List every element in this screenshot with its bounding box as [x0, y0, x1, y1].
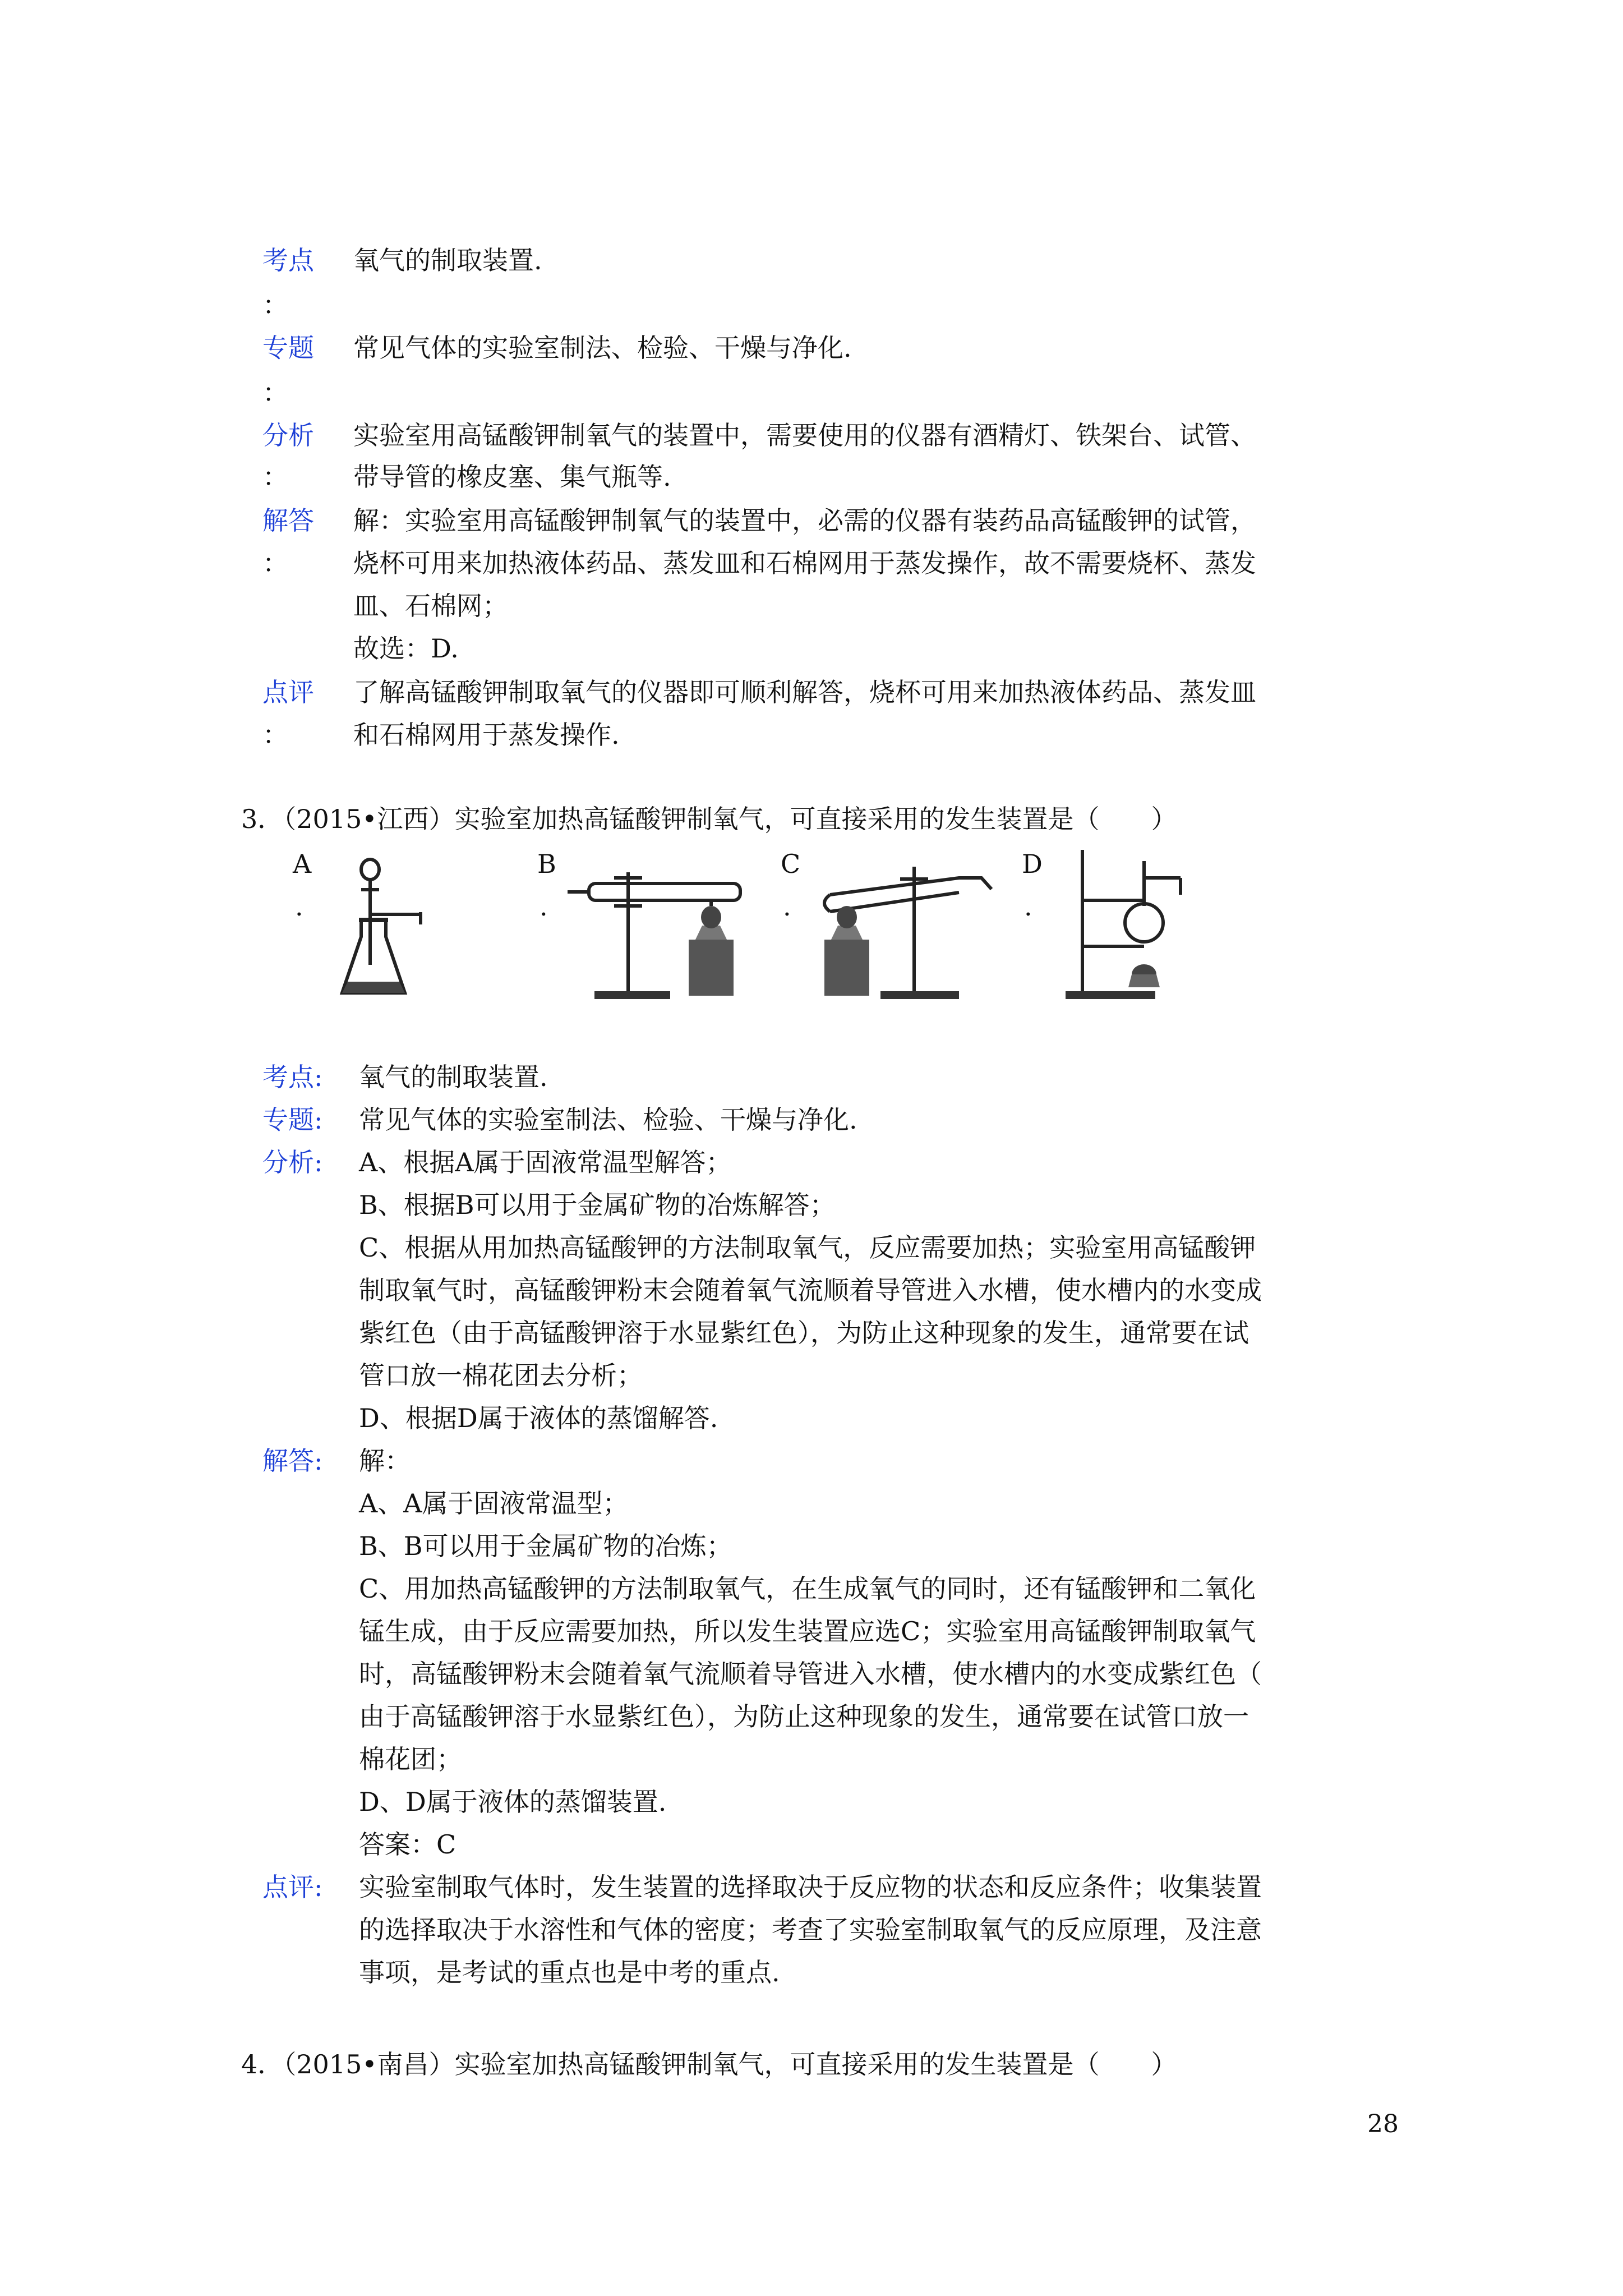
page-number: 28: [1367, 2110, 1399, 2138]
dianping-line: 实验室制取气体时，发生装置的选择取决于反应物的状态和反应条件；收集装置: [359, 1872, 1262, 1902]
jieda-line: B、B可以用于金属矿物的冶炼；: [359, 1531, 732, 1561]
fenxi-label-1: 分析: [262, 420, 314, 450]
option-dot: .: [783, 891, 791, 922]
fenxi-line: B、根据B可以用于金属矿物的冶炼解答；: [359, 1190, 836, 1220]
jieda-line: 烧杯可用来加热液体药品、蒸发皿和石棉网用于蒸发操作，故不需要烧杯、蒸发: [353, 548, 1256, 578]
question-3-stem: 3．（2015•江西）实验室加热高锰酸钾制氧气，可直接采用的发生装置是（ ）: [241, 804, 1177, 834]
jieda-line: 皿、石棉网；: [353, 591, 508, 621]
jieda-line: 由于高锰酸钾溶于水显紫红色），为防止这种现象的发生，通常要在试管口放一: [359, 1701, 1249, 1732]
jieda-line: 解：实验室用高锰酸钾制氧气的装置中，必需的仪器有装药品高锰酸钾的试管，: [353, 505, 1256, 536]
option-dot: .: [540, 891, 548, 922]
kaodian-text-2: 氧气的制取装置.: [359, 1062, 548, 1092]
colon: ：: [262, 462, 288, 492]
jieda-line: D、D属于液体的蒸馏装置.: [359, 1787, 667, 1817]
fenxi-line: 带导管的橡皮塞、集气瓶等.: [353, 462, 671, 492]
jieda-label-1: 解答: [262, 505, 314, 536]
colon: ：: [262, 548, 288, 578]
jieda-line: C、用加热高锰酸钾的方法制取氧气，在生成氧气的同时，还有锰酸钾和二氧化: [359, 1573, 1256, 1604]
jieda-line: 解：: [359, 1446, 411, 1476]
option-d-label: D: [1022, 849, 1043, 879]
colon: ：: [262, 290, 288, 320]
option-c-label: C: [781, 849, 801, 879]
zhuanti-text-2: 常见气体的实验室制法、检验、干燥与净化.: [359, 1105, 857, 1135]
kaodian-label-1: 考点: [262, 245, 314, 275]
kaodian-text-1: 氧气的制取装置.: [353, 245, 542, 275]
fenxi-label-2: 分析:: [262, 1147, 323, 1177]
apparatus-b-horizontal-tube-icon: [566, 844, 751, 1007]
apparatus-d-distillation-flask-icon: [1060, 844, 1189, 1007]
dianping-label-2: 点评:: [262, 1872, 323, 1902]
fenxi-line: 实验室用高锰酸钾制氧气的装置中，需要使用的仪器有酒精灯、铁架台、试管、: [353, 420, 1256, 450]
colon: ：: [262, 378, 288, 408]
dianping-label-1: 点评: [262, 677, 314, 707]
jieda-line: 棉花团；: [359, 1744, 462, 1774]
fenxi-line: 管口放一棉花团去分析；: [359, 1360, 643, 1391]
apparatus-a-flask-funnel-icon: [336, 853, 426, 1004]
option-dot: .: [295, 891, 303, 922]
jieda-line: 时，高锰酸钾粉末会随着氧气流顺着导管进入水槽，使水槽内的水变成紫红色（: [359, 1659, 1262, 1689]
colon: ：: [262, 720, 288, 750]
jieda-line: 锰生成，由于反应需要加热，所以发生装置应选C；实验室用高锰酸钾制取氧气: [359, 1616, 1256, 1646]
zhuanti-text-1: 常见气体的实验室制法、检验、干燥与净化.: [353, 333, 852, 363]
jieda-line: A、A属于固液常温型；: [359, 1488, 629, 1519]
dianping-line: 的选择取决于水溶性和气体的密度；考查了实验室制取氧气的反应原理，及注意: [359, 1915, 1262, 1945]
option-a-label: A: [293, 849, 312, 879]
fenxi-line: 制取氧气时，高锰酸钾粉末会随着氧气流顺着导管进入水槽，使水槽内的水变成: [359, 1275, 1262, 1305]
jieda-label-2: 解答:: [262, 1446, 323, 1476]
question-4-stem: 4．（2015•南昌）实验室加热高锰酸钾制氧气，可直接采用的发生装置是（ ）: [241, 2049, 1177, 2079]
zhuanti-label-2: 专题:: [262, 1105, 323, 1135]
jieda-line: 故选：D.: [353, 633, 459, 664]
fenxi-line: C、根据从用加热高锰酸钾的方法制取氧气，反应需要加热；实验室用高锰酸钾: [359, 1232, 1256, 1263]
dianping-line: 和石棉网用于蒸发操作.: [353, 720, 620, 750]
apparatus-c-inclined-tube-icon: [813, 844, 998, 1007]
fenxi-line: A、根据A属于固液常温型解答；: [359, 1147, 732, 1177]
zhuanti-label-1: 专题: [262, 333, 314, 363]
fenxi-line: 紫红色（由于高锰酸钾溶于水显紫红色），为防止这种现象的发生，通常要在试: [359, 1318, 1249, 1348]
fenxi-line: D、根据D属于液体的蒸馏解答.: [359, 1403, 718, 1433]
option-b-label: B: [537, 849, 556, 879]
dianping-line: 事项，是考试的重点也是中考的重点.: [359, 1957, 780, 1987]
option-dot: .: [1024, 891, 1032, 922]
dianping-line: 了解高锰酸钾制取氧气的仪器即可顺利解答，烧杯可用来加热液体药品、蒸发皿: [353, 677, 1256, 707]
jieda-line: 答案：C: [359, 1829, 457, 1860]
kaodian-label-2: 考点:: [262, 1062, 323, 1092]
